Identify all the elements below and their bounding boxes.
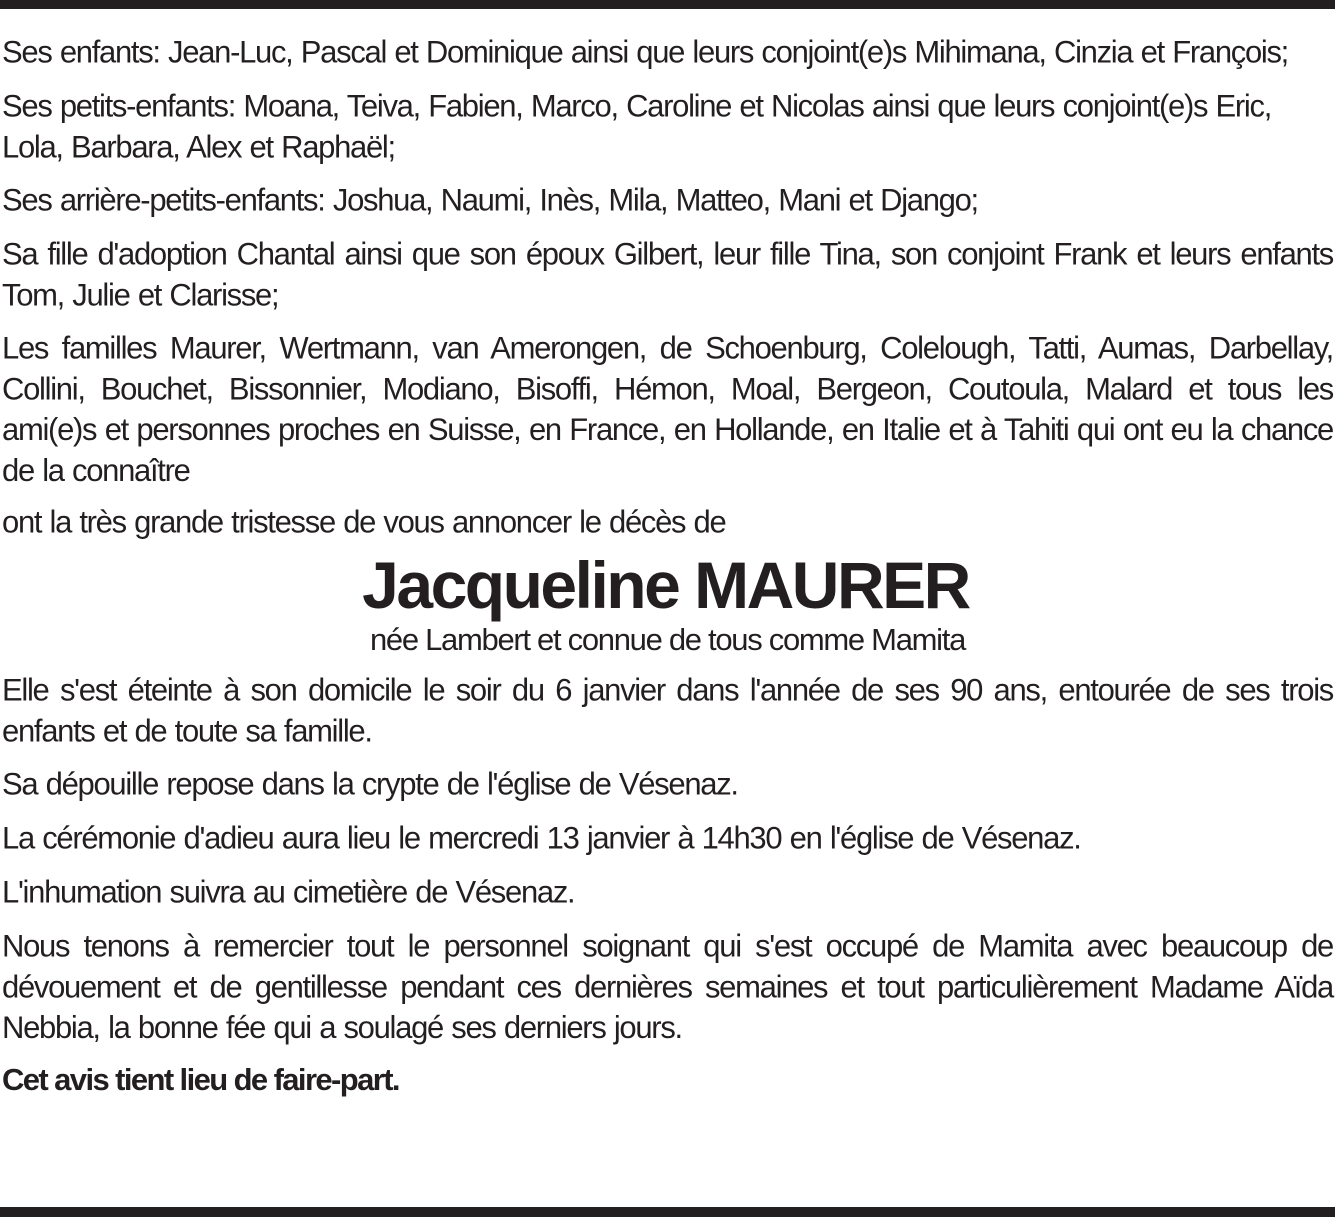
obituary-notice	[2, 32, 1333, 1100]
thanks-paragraph: Nous tenons à remercier tout le personnel soignant qui s'est occupé de Mamita avec beaucoup de dévouement et de gentillesse pendant ces dernières semaines et tout particulièrement Madame Aïda Nebbia, la bonne fée qui a soulagé ses derniers jours.	[2, 928, 1333, 1046]
passing-details-paragraph: Elle s'est éteinte à son domicile le soir du 6 janvier dans l'année de ses 90 ans, entourée de ses trois enfants et de toute sa famille.	[2, 672, 1333, 749]
announcement-text: ont la très grande tristesse de vous annoncer le décès de	[2, 504, 726, 540]
top-border-rule	[0, 0, 1335, 9]
family-grandchildren-paragraph: Ses petits-enfants: Moana, Teiva, Fabien, Marco, Caroline et Nicolas ainsi que leurs conjoint(e)s Eric, Lola, Barbara, Alex et Raphaël;	[2, 88, 1272, 165]
family-children-paragraph: Ses enfants: Jean-Luc, Pascal et Dominique ainsi que leurs conjoint(e)s Mihimana, Cinzia et François;	[2, 34, 1288, 70]
ceremony-details-paragraph: La cérémonie d'adieu aura lieu le mercredi 13 janvier à 14h30 en l'église de Vésenaz.	[2, 820, 1081, 856]
deceased-subtitle: née Lambert et connue de tous comme Mamita	[369, 622, 966, 657]
family-great-grandchildren-paragraph: Ses arrière-petits-enfants: Joshua, Naumi, Inès, Mila, Matteo, Mani et Django;	[2, 182, 978, 218]
burial-details-paragraph: L'inhumation suivra au cimetière de Vésenaz.	[2, 874, 575, 910]
closing-statement: Cet avis tient lieu de faire-part.	[2, 1062, 399, 1097]
deceased-block	[2, 548, 1333, 658]
deceased-name-heading: Jacqueline MAURER	[362, 548, 969, 622]
bottom-border-rule	[0, 1207, 1335, 1217]
remains-location-paragraph: Sa dépouille repose dans la crypte de l'église de Vésenaz.	[2, 766, 738, 802]
family-extended-families-paragraph: Les familles Maurer, Wertmann, van Amerongen, de Schoenburg, Colelough, Tatti, Aumas, Darbellay, Collini, Bouchet, Bissonnier, Modiano, Bisoffi, Hémon, Moal, Bergeon, Coutoula, Malard et tous les ami(e)s et personnes proches en Suisse, en France, en Hollande, en Italie et à Tahiti qui ont eu la chance de la connaître	[2, 330, 1333, 489]
family-adopted-daughter-paragraph: Sa fille d'adoption Chantal ainsi que son époux Gilbert, leur fille Tina, son conjoint Frank et leurs enfants Tom, Julie et Clarisse;	[2, 236, 1333, 313]
